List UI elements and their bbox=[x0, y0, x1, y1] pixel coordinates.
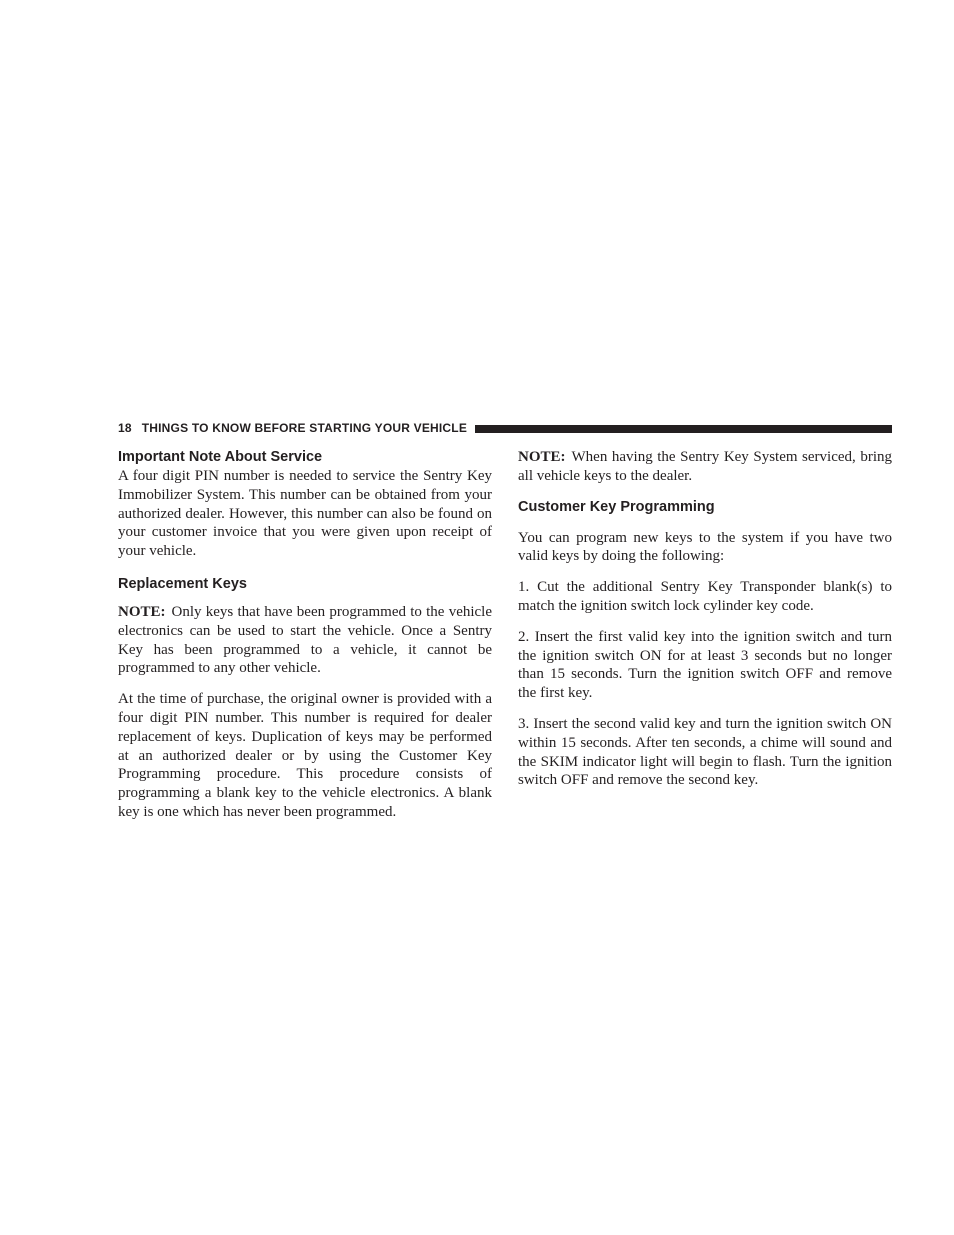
note-service bbox=[518, 448, 892, 486]
step-2: 2. Insert the first valid key into the ignition switch and turn the ignition switch ON for at least 3 seconds but no longer than 15 seconds. Turn the ignition switch OFF and remove the first key. bbox=[518, 628, 892, 702]
step-1: 1. Cut the additional Sentry Key Transponder blank(s) to match the ignition switch lock cylinder key code. bbox=[518, 579, 892, 614]
header-rule bbox=[475, 425, 892, 433]
heading-important-note: Important Note About Service bbox=[118, 449, 323, 465]
page-header bbox=[118, 419, 892, 437]
paragraph-important-note: A four digit PIN number is needed to service the Sentry Key Immobilizer System. This number can be obtained from your authorized dealer. However, this number can also be found on your customer invoice that you were given upon receipt of your vehicle. bbox=[118, 468, 492, 560]
note-text: Only keys that have been programmed to the vehicle electronics can be used to start the vehicle. Once a Sentry Key has been programmed to a vehicle, it cannot be programmed to any other vehicle. bbox=[118, 603, 492, 677]
note-label: NOTE: bbox=[118, 603, 166, 620]
section-title: THINGS TO KNOW BEFORE STARTING YOUR VEHICLE bbox=[141, 421, 468, 435]
note-replacement-keys bbox=[118, 603, 492, 678]
right-column bbox=[518, 448, 892, 790]
heading-customer-key-programming: Customer Key Programming bbox=[518, 498, 715, 515]
paragraph-intro: You can program new keys to the system if you have two valid keys by doing the following: bbox=[518, 529, 892, 565]
heading-replacement-keys: Replacement Keys bbox=[118, 575, 247, 592]
page-number: 18 bbox=[118, 421, 132, 435]
step-3: 3. Insert the second valid key and turn the ignition switch ON within 15 seconds. After ten seconds, a chime will sound and the SKIM indicator light will begin to flash. Turn the ignition switch OFF and remove the second key. bbox=[518, 715, 892, 789]
note-text: When having the Sentry Key System serviced, bring all vehicle keys to the dealer. bbox=[518, 449, 892, 484]
note-label: NOTE: bbox=[518, 449, 566, 465]
left-column bbox=[118, 448, 492, 822]
paragraph-replacement-keys: At the time of purchase, the original owner is provided with a four digit PIN number. This number is required for dealer replacement of keys. Duplication of keys may be performed at an authorized dealer or by using the Customer Key Programming procedure. This procedure consists of programming a blank key to the vehicle electronics. A blank key is one which has never been programmed. bbox=[118, 691, 492, 820]
